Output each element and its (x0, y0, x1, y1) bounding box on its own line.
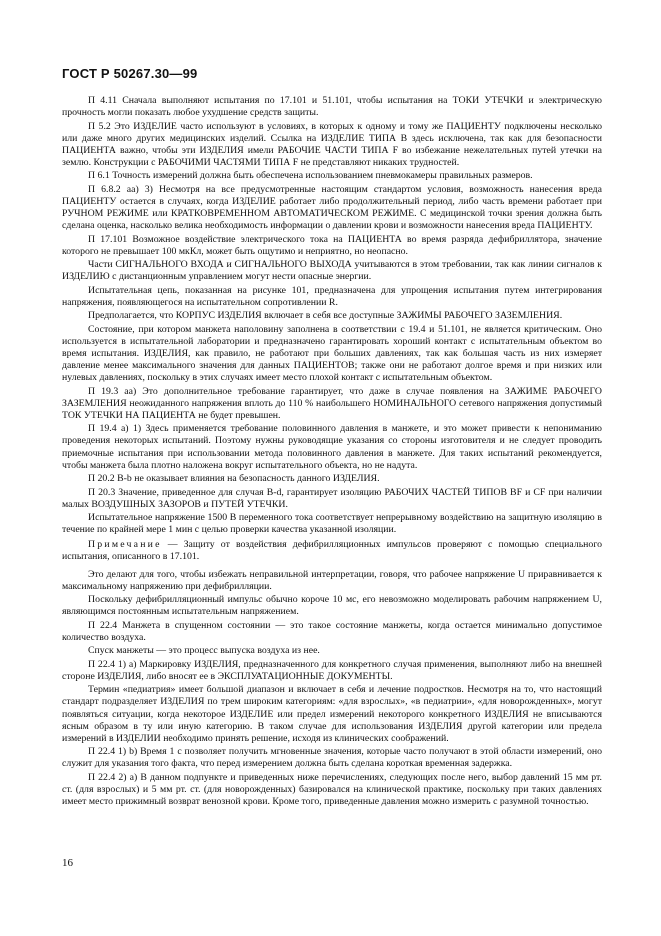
paragraph: П 20.2 В-b не оказывает влияния на безопасность данного ИЗДЕЛИЯ. (88, 473, 380, 485)
paragraph: П 22.4 1) а) Маркировку ИЗДЕЛИЯ, предназначенного для конкретного случая применения, выполняют либо на внешней стороне ИЗДЕЛИЯ, либо вносят ее в ЭКСПЛУАТАЦИОННЫЕ ДОКУМЕНТЫ. (62, 658, 602, 682)
paragraph: П 20.3 Значение, приведенное для случая В-d, гарантирует изоляцию РАБОЧИХ ЧАСТЕЙ ТИПОВ BF и CF при наличии малых ВОЗДУШНЫХ ЗАЗОРОВ и ПУТЕЙ УТЕЧКИ. (62, 486, 602, 510)
paragraph: Термин «педиатрия» имеет большой диапазон и включает в себя и лечение подростков. Несмотря на то, что настоящий стандарт подразделяет ИЗДЕЛИЯ по трем широким категориям: «для взрослых», «в педиатрии», «для новорожденных», могут появляться ситуации, когда некоторое ИЗДЕЛИЕ или предел измерений некоторого конкретного ИЗДЕЛИЯ не вписываются ясным образом в ту или иную категорию. В таком случае для использования ИЗДЕЛИЯ другой категории или предела измерений в ИЗДЕЛИИ необходимо принять решение, исходя из клинических соображений. (62, 684, 602, 744)
paragraph: П 4.11 Сначала выполняют испытания по 17.101 и 51.101, чтобы испытания на ТОКИ УТЕЧКИ и электрическую прочность могли показать любое ухудшение средств защиты. (62, 95, 602, 119)
paragraph: Спуск манжеты — это процесс выпуска воздуха из нее. (88, 645, 320, 657)
note-label: Примечание (88, 539, 162, 551)
paragraph: П 19.4 а) 1) Здесь применяется требование половинного давления в манжете, и это может привести к непониманию проведения некоторых испытаний. Поэтому нужны руководящие указания со стороны изготовителя и не следует проводить приемочные испытания при использовании метода половинного давления в манжете. Для таких испытаний рекомендуется, чтобы манжета была плотно наложена вокруг испытательного объекта, но не надута. (62, 423, 602, 471)
page-number: 16 (62, 857, 73, 869)
note (62, 539, 602, 563)
paragraph: П 17.101 Возможное воздействие электрического тока на ПАЦИЕНТА во время разряда дефибриллятора, значение которого не превышает 100 мкКл, может быть ощутимо и неприятно, но неопасно. (62, 233, 602, 257)
paragraph: Предполагается, что КОРПУС ИЗДЕЛИЯ включает в себя все доступные ЗАЖИМЫ РАБОЧЕГО ЗАЗЕМЛЕНИЯ. (88, 310, 563, 322)
paragraph: П 6.8.2 аа) 3) Несмотря на все предусмотренные настоящим стандартом условия, возможность нанесения вреда ПАЦИЕНТУ остается в случаях, когда ИЗДЕЛИЕ работает либо продолжительный период, либо часть времени работает при РУЧНОМ РЕЖИМЕ или КРАТКОВРЕМЕННОМ АВТОМАТИЧЕСКОМ РЕЖИМЕ. С медицинской точки зрения должна быть сделана оценка, насколько велика необходимость информации о давлении крови и возможности нанесения вреда ПАЦИЕНТУ. (62, 183, 602, 232)
paragraph: Поскольку дефибрилляционный импульс обычно короче 10 мс, его невозможно моделировать рабочим напряжением U, являющимся постоянным испытательным напряжением. (62, 594, 602, 618)
paragraph: П 22.4 2) а) В данном подпункте и приведенных ниже перечислениях, следующих после него, выбор давлений 15 мм рт. ст. (для взрослых) и 5 мм рт. ст. (для новорожденных) базировался на клинической практике, поскольку при таких давлениях имеет место прижимный возврат венозной крови. Кроме того, приведенные давления можно измерить с разумной точностью. (62, 771, 602, 807)
document-body (62, 95, 602, 809)
paragraph: П 5.2 Это ИЗДЕЛИЕ часто используют в условиях, в которых к одному и тому же ПАЦИЕНТУ подключены несколько или даже много других медицинских изделий. Ссылка на ИЗДЕЛИЕ ТИПА В здесь исключена, так как для безопасности ПАЦИЕНТА важно, чтобы эти ИЗДЕЛИЯ имели РАБОЧИЕ ЧАСТИ ТИПА F во избежание нежелательных путей утечки на землю. Конструкции с РАБОЧИМИ ЧАСТЯМИ ТИПА F не представляют никаких трудностей. (62, 120, 602, 168)
paragraph: Это делают для того, чтобы избежать неправильной интерпретации, говоря, что рабочее напряжение U приравнивается к максимальному напряжению при дефибрилляции. (62, 568, 602, 592)
paragraph: П 19.3 аа) Это дополнительное требование гарантирует, что даже в случае появления на ЗАЖИМЕ РАБОЧЕГО ЗАЗЕМЛЕНИЯ неожиданного напряжения вплоть до 110 % наибольшего НОМИНАЛЬНОГО сетевого напряжения допустимый ТОК УТЕЧКИ НА ПАЦИЕНТА не будет превышен. (62, 385, 602, 421)
paragraph: Состояние, при котором манжета наполовину заполнена в соответствии с 19.4 и 51.101, не является критическим. Оно используется в испытательной лаборатории и предназначено гарантировать хороший контакт с испытательным объектом во время испытания. ИЗДЕЛИЯ, как правило, не работают при больших давлениях, так как большая часть из них измеряет давление менее максимального значения для данных ПАЦИЕНТОВ; также они не работают долгое время и при низких или нулевых давлениях, поскольку в этих случаях имеет место плохой контакт с испытательным объектом. (62, 323, 602, 384)
paragraph: П 22.4 1) b) Время 1 с позволяет получить мгновенные значения, которые часто получают в этой области измерений, оно служит для указания того факта, что перед измерением должна быть сделана короткая временная задержка. (62, 746, 602, 770)
paragraph: Испытательное напряжение 1500 В переменного тока соответствует непрерывному воздействию на защитную изоляцию в течение по крайней мере 1 мин с целью проверки качества указанной изоляции. (62, 512, 602, 536)
paragraph: Части СИГНАЛЬНОГО ВХОДА и СИГНАЛЬНОГО ВЫХОДА учитываются в этом требовании, так как линии сигналов к ИЗДЕЛИЮ с дистанционным управлением могут нести опасные энергии. (62, 259, 602, 283)
document-header: ГОСТ Р 50267.30—99 (62, 66, 198, 81)
paragraph: П 22.4 Манжета в спущенном состоянии — это такое состояние манжеты, когда остается минимально допустимое количество воздуха. (62, 619, 602, 643)
paragraph: Испытательная цепь, показанная на рисунке 101, предназначена для упрощения испытания путем интегрирования напряжения, появляющегося на испытательном сопротивлении R. (62, 284, 602, 308)
paragraph: П 6.1 Точность измерений должна быть обеспечена использованием пневмокамеры правильных размеров. (88, 170, 533, 182)
note-text: — Защиту от воздействия дефибрилляционных импульсов проверяют с помощью специального испытания, описанного в 17.101. (62, 539, 602, 563)
